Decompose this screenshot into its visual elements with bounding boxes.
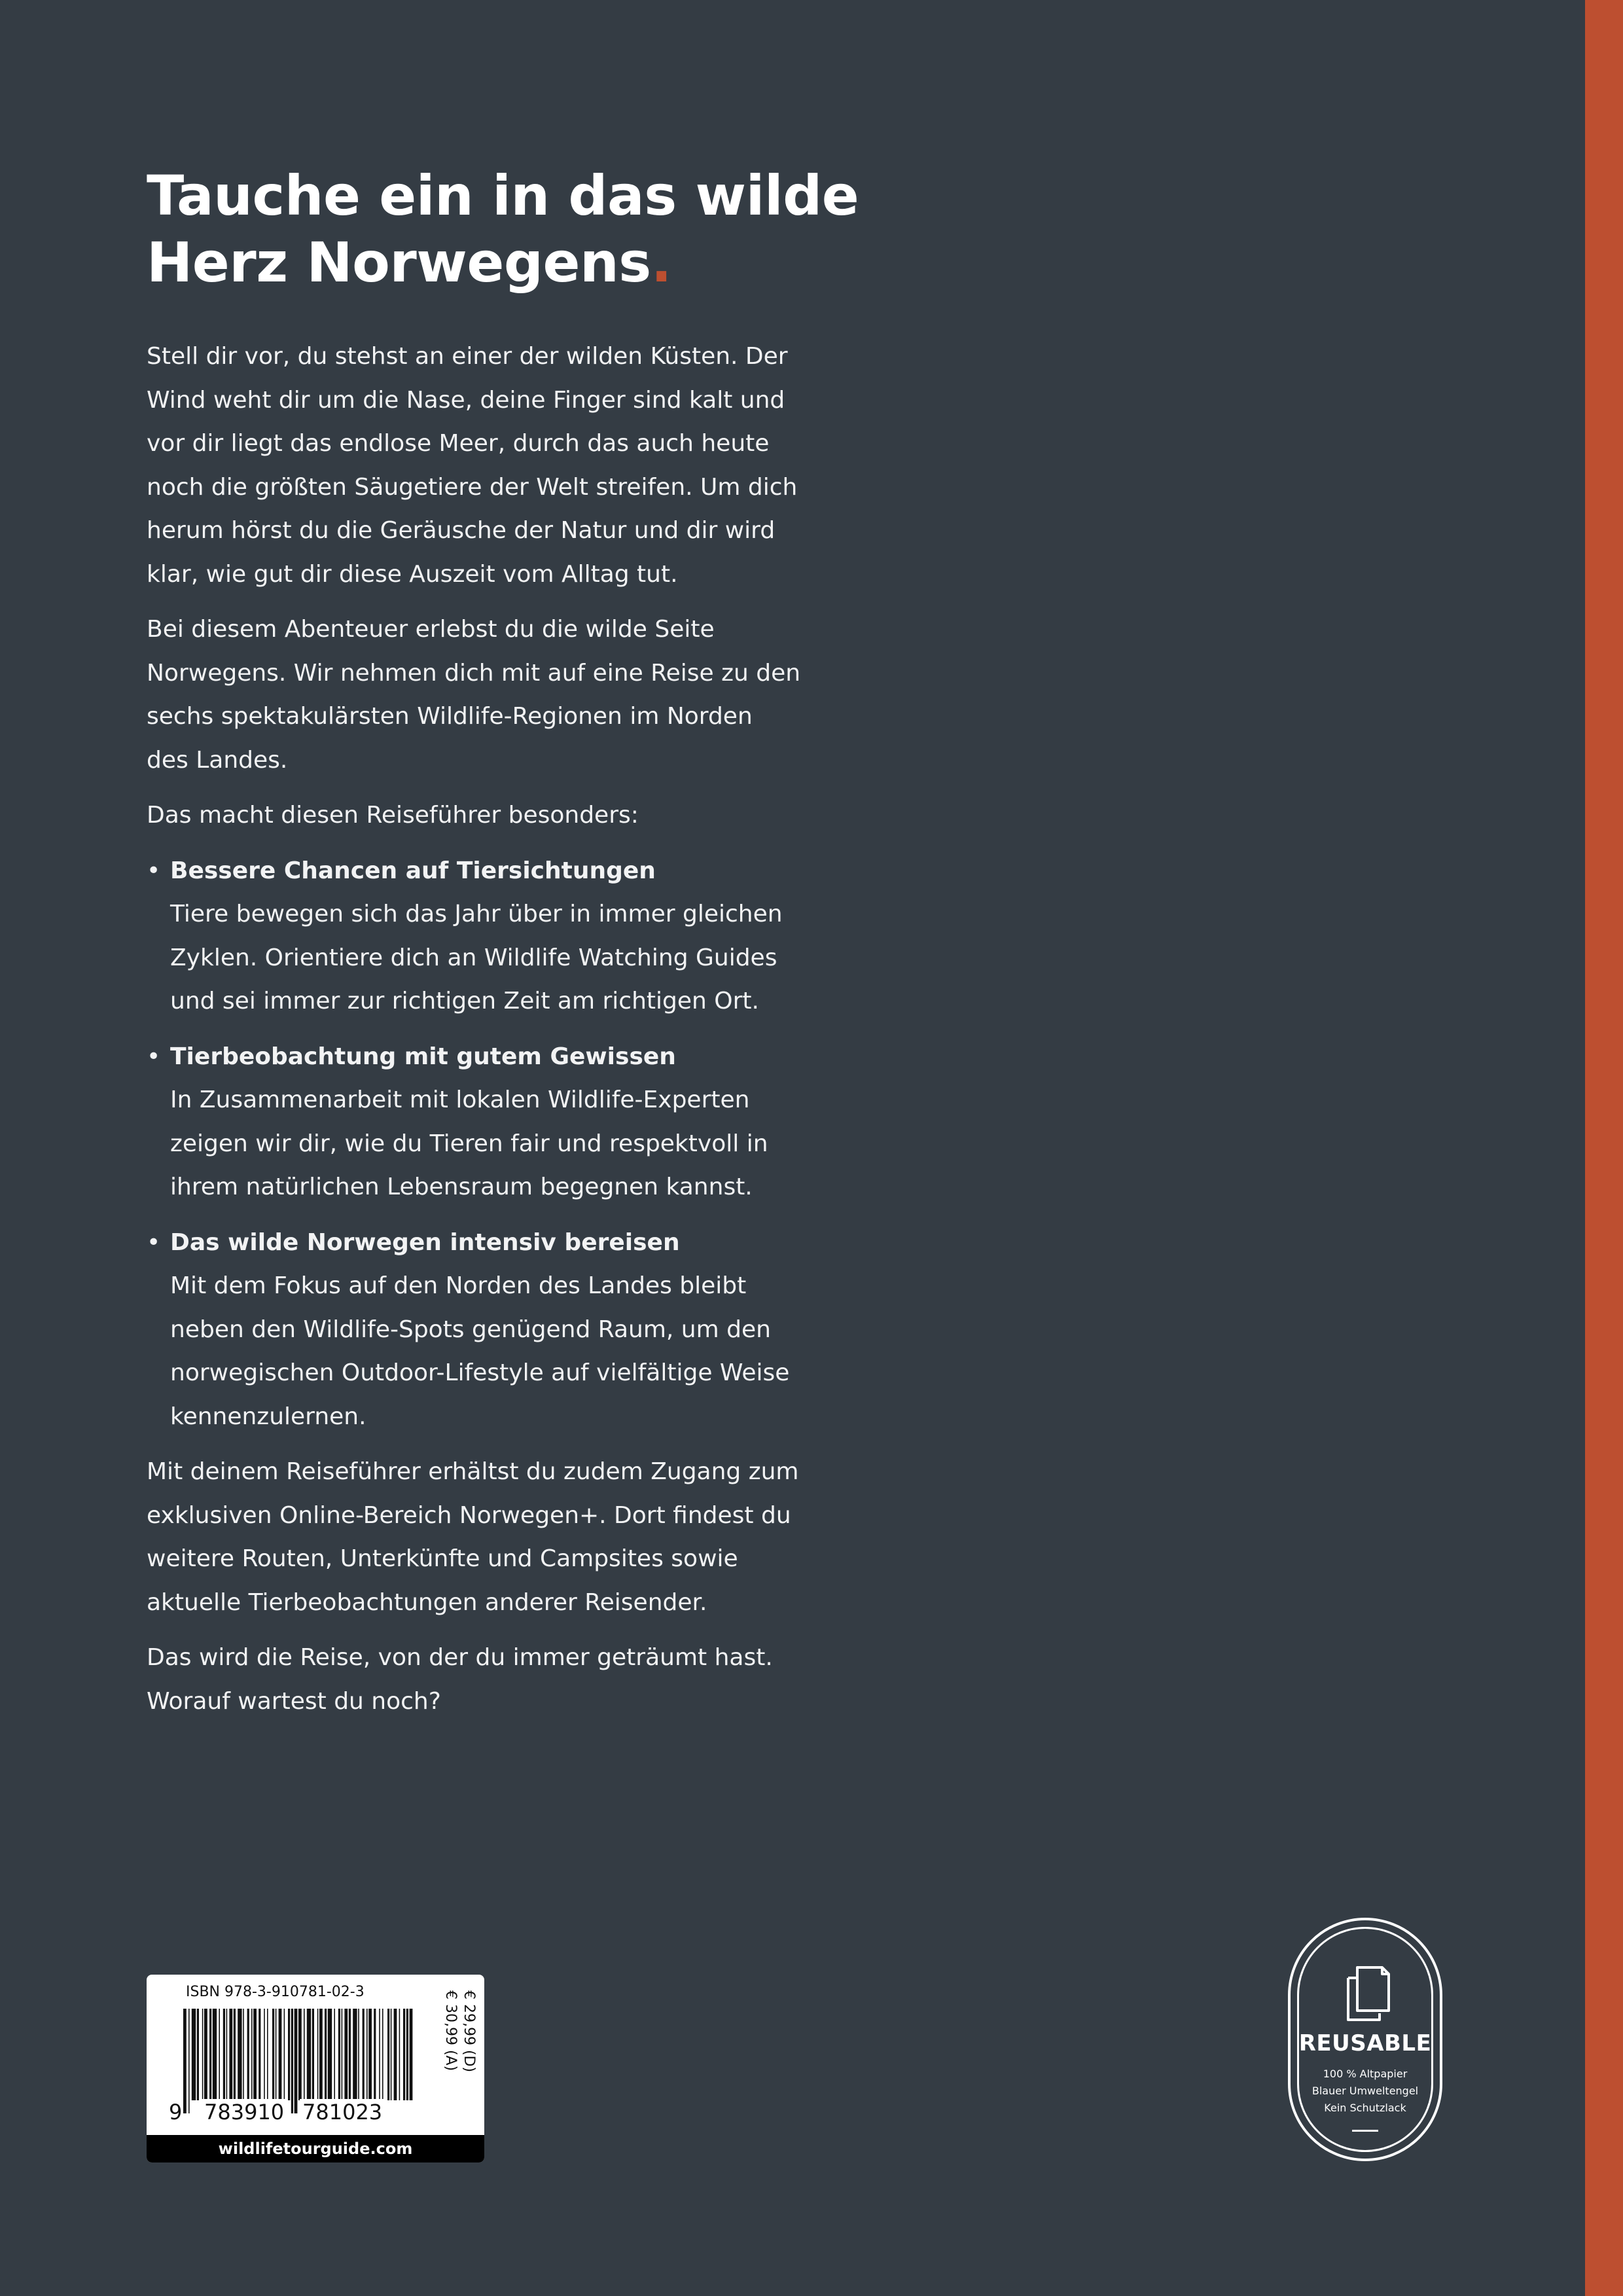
headline-line-2-text: Herz Norwegens xyxy=(147,230,651,295)
feature-item xyxy=(147,1035,801,1210)
website-url: wildlifetourguide.com xyxy=(147,2135,484,2162)
headline-accent-dot: . xyxy=(651,230,672,295)
adventure-paragraph: Bei diesem Abenteuer erlebst du die wilde Seite Norwegens. Wir nehmen dich mit auf eine Reise zu den sechs spektakulärsten Wildlife-Regionen im Norden des Landes. xyxy=(147,616,801,774)
body-text xyxy=(147,335,801,1723)
feature-title: Das wilde Norwegen intensiv bereisen xyxy=(170,1229,680,1256)
price-block xyxy=(419,1990,478,2115)
badge-line: Kein Schutzlack xyxy=(1324,2102,1406,2114)
isbn-text: ISBN 978-3-910781-02-3 xyxy=(186,1984,365,2000)
closing-paragraph: Das wird die Reise, von der du immer geträumt hast. Worauf wartest du noch? xyxy=(147,1644,773,1715)
barcode-digits-right: 781023 xyxy=(300,2099,385,2125)
cover-text xyxy=(147,162,859,1735)
bullet-icon: • xyxy=(147,1043,161,1070)
badge-details xyxy=(1291,2066,1440,2117)
feature-title: Bessere Chancen auf Tiersichtungen xyxy=(170,857,656,884)
bullet-icon: • xyxy=(147,857,161,884)
badge-title: REUSABLE xyxy=(1298,2030,1432,2056)
barcode-icon xyxy=(183,2009,414,2113)
headline xyxy=(147,162,859,296)
feature-list xyxy=(147,850,801,1439)
barcode-label xyxy=(147,1975,484,2162)
online-paragraph: Mit deinem Reiseführer erhältst du zudem Zugang zum exklusiven Online-Bereich Norwegen+. Dort findest du weitere Routen, Unterkünfte und Campsites sowie aktuelle Tierbeobachtungen anderer Reisender. xyxy=(147,1458,799,1616)
headline-line-1: Tauche ein in das wilde xyxy=(147,164,859,228)
headline-line-2 xyxy=(147,229,801,296)
features-intro: Das macht diesen Reiseführer besonders: xyxy=(147,802,639,829)
barcode-digit-first: 9 xyxy=(169,2100,183,2125)
price-germany: € 29,99 (D) xyxy=(461,1990,477,2073)
feature-text: Tiere bewegen sich das Jahr über in immer gleichen Zyklen. Orientiere dich an Wildlife Watching Guides und sei immer zur richtigen Zeit am richtigen Ort. xyxy=(170,901,783,1014)
accent-stripe xyxy=(1585,0,1623,2296)
feature-item xyxy=(147,1221,801,1439)
reusable-badge xyxy=(1288,1918,1442,2161)
barcode-digits-left: 783910 xyxy=(202,2099,287,2125)
feature-text: In Zusammenarbeit mit lokalen Wildlife-Experten zeigen wir dir, wie du Tieren fair und respektvoll in ihrem natürlichen Lebensraum begegnen kannst. xyxy=(170,1086,768,1200)
intro-paragraph: Stell dir vor, du stehst an einer der wilden Küsten. Der Wind weht dir um die Nase, deine Finger sind kalt und vor dir liegt das endlose Meer, durch das auch heute noch die größten Säugetiere der Welt streifen. Um dich herum hörst du die Geräusche der Natur und dir wird klar, wie gut dir diese Auszeit vom Alltag tut. xyxy=(147,343,798,588)
feature-item xyxy=(147,850,801,1024)
paper-sheets-icon xyxy=(1343,1964,1393,2024)
feature-text: Mit dem Fokus auf den Norden des Landes bleibt neben den Wildlife-Spots genügend Raum, um den norwegischen Outdoor-Lifestyle auf vielfältige Weise kennenzulernen. xyxy=(170,1272,790,1430)
badge-divider xyxy=(1352,2130,1378,2132)
price-austria: € 30,99 (A) xyxy=(442,1990,459,2072)
feature-title: Tierbeobachtung mit gutem Gewissen xyxy=(170,1043,676,1070)
bullet-icon: • xyxy=(147,1229,161,1256)
badge-line: 100 % Altpapier xyxy=(1323,2068,1408,2080)
badge-line: Blauer Umweltengel xyxy=(1311,2085,1419,2097)
